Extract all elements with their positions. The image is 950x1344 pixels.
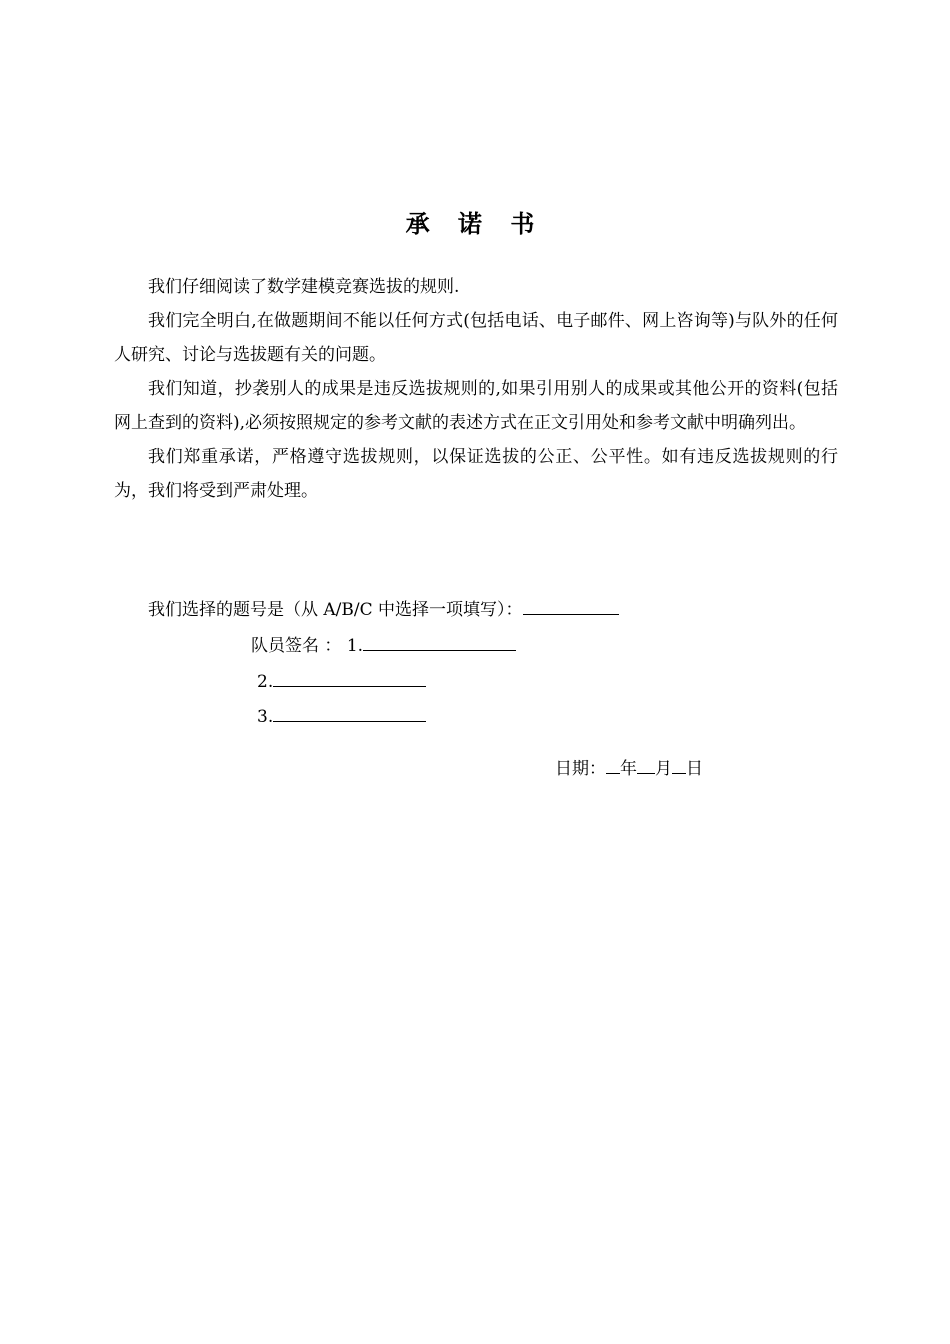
date-month-unit: 月 (655, 759, 672, 779)
paragraph-4: 我们郑重承诺，严格遵守选拔规则，以保证选拔的公正、公平性。如有违反选拔规则的行为，我们将受到严肃处理。 (114, 447, 838, 501)
member-signature-line-2 (257, 668, 426, 696)
date-label: 日期： (555, 759, 606, 779)
date-day-field[interactable] (672, 755, 686, 774)
problem-choice-line (148, 596, 619, 624)
commitment-body (114, 270, 838, 508)
problem-choice-field[interactable] (523, 596, 619, 615)
member-number-3: 3. (257, 707, 274, 727)
member-number-1: 1. (346, 636, 364, 656)
member-signature-line-1 (251, 632, 516, 660)
member-signature-line-3 (257, 703, 426, 731)
paragraph-3: 我们知道，抄袭别人的成果是违反选拔规则的,如果引用别人的成果或其他公开的资料(包括网上查到的资料),必须按照规定的参考文献的表述方式在正文引用处和参考文献中明确列出。 (114, 379, 838, 433)
member-signature-field-1[interactable] (363, 632, 516, 651)
date-year-field[interactable] (606, 755, 620, 774)
member-signature-field-3[interactable] (273, 703, 426, 722)
members-label: 队员签名 ： (251, 636, 342, 656)
date-month-field[interactable] (637, 755, 655, 774)
paragraph-1: 我们仔细阅读了数学建模竞赛选拔的规则. (148, 277, 460, 297)
date-line (555, 755, 703, 783)
member-number-2: 2. (257, 672, 274, 692)
date-year-unit: 年 (620, 759, 637, 779)
document-title: 承 诺 书 (405, 209, 545, 238)
date-day-unit: 日 (686, 759, 703, 779)
problem-choice-label: 我们选择的题号是（从 A/B/C 中选择一项填写）： (148, 600, 523, 620)
member-signature-field-2[interactable] (273, 668, 426, 687)
paragraph-2: 我们完全明白,在做题期间不能以任何方式(包括电话、电子邮件、网上咨询等)与队外的任何人研究、讨论与选拔题有关的问题。 (114, 311, 838, 365)
